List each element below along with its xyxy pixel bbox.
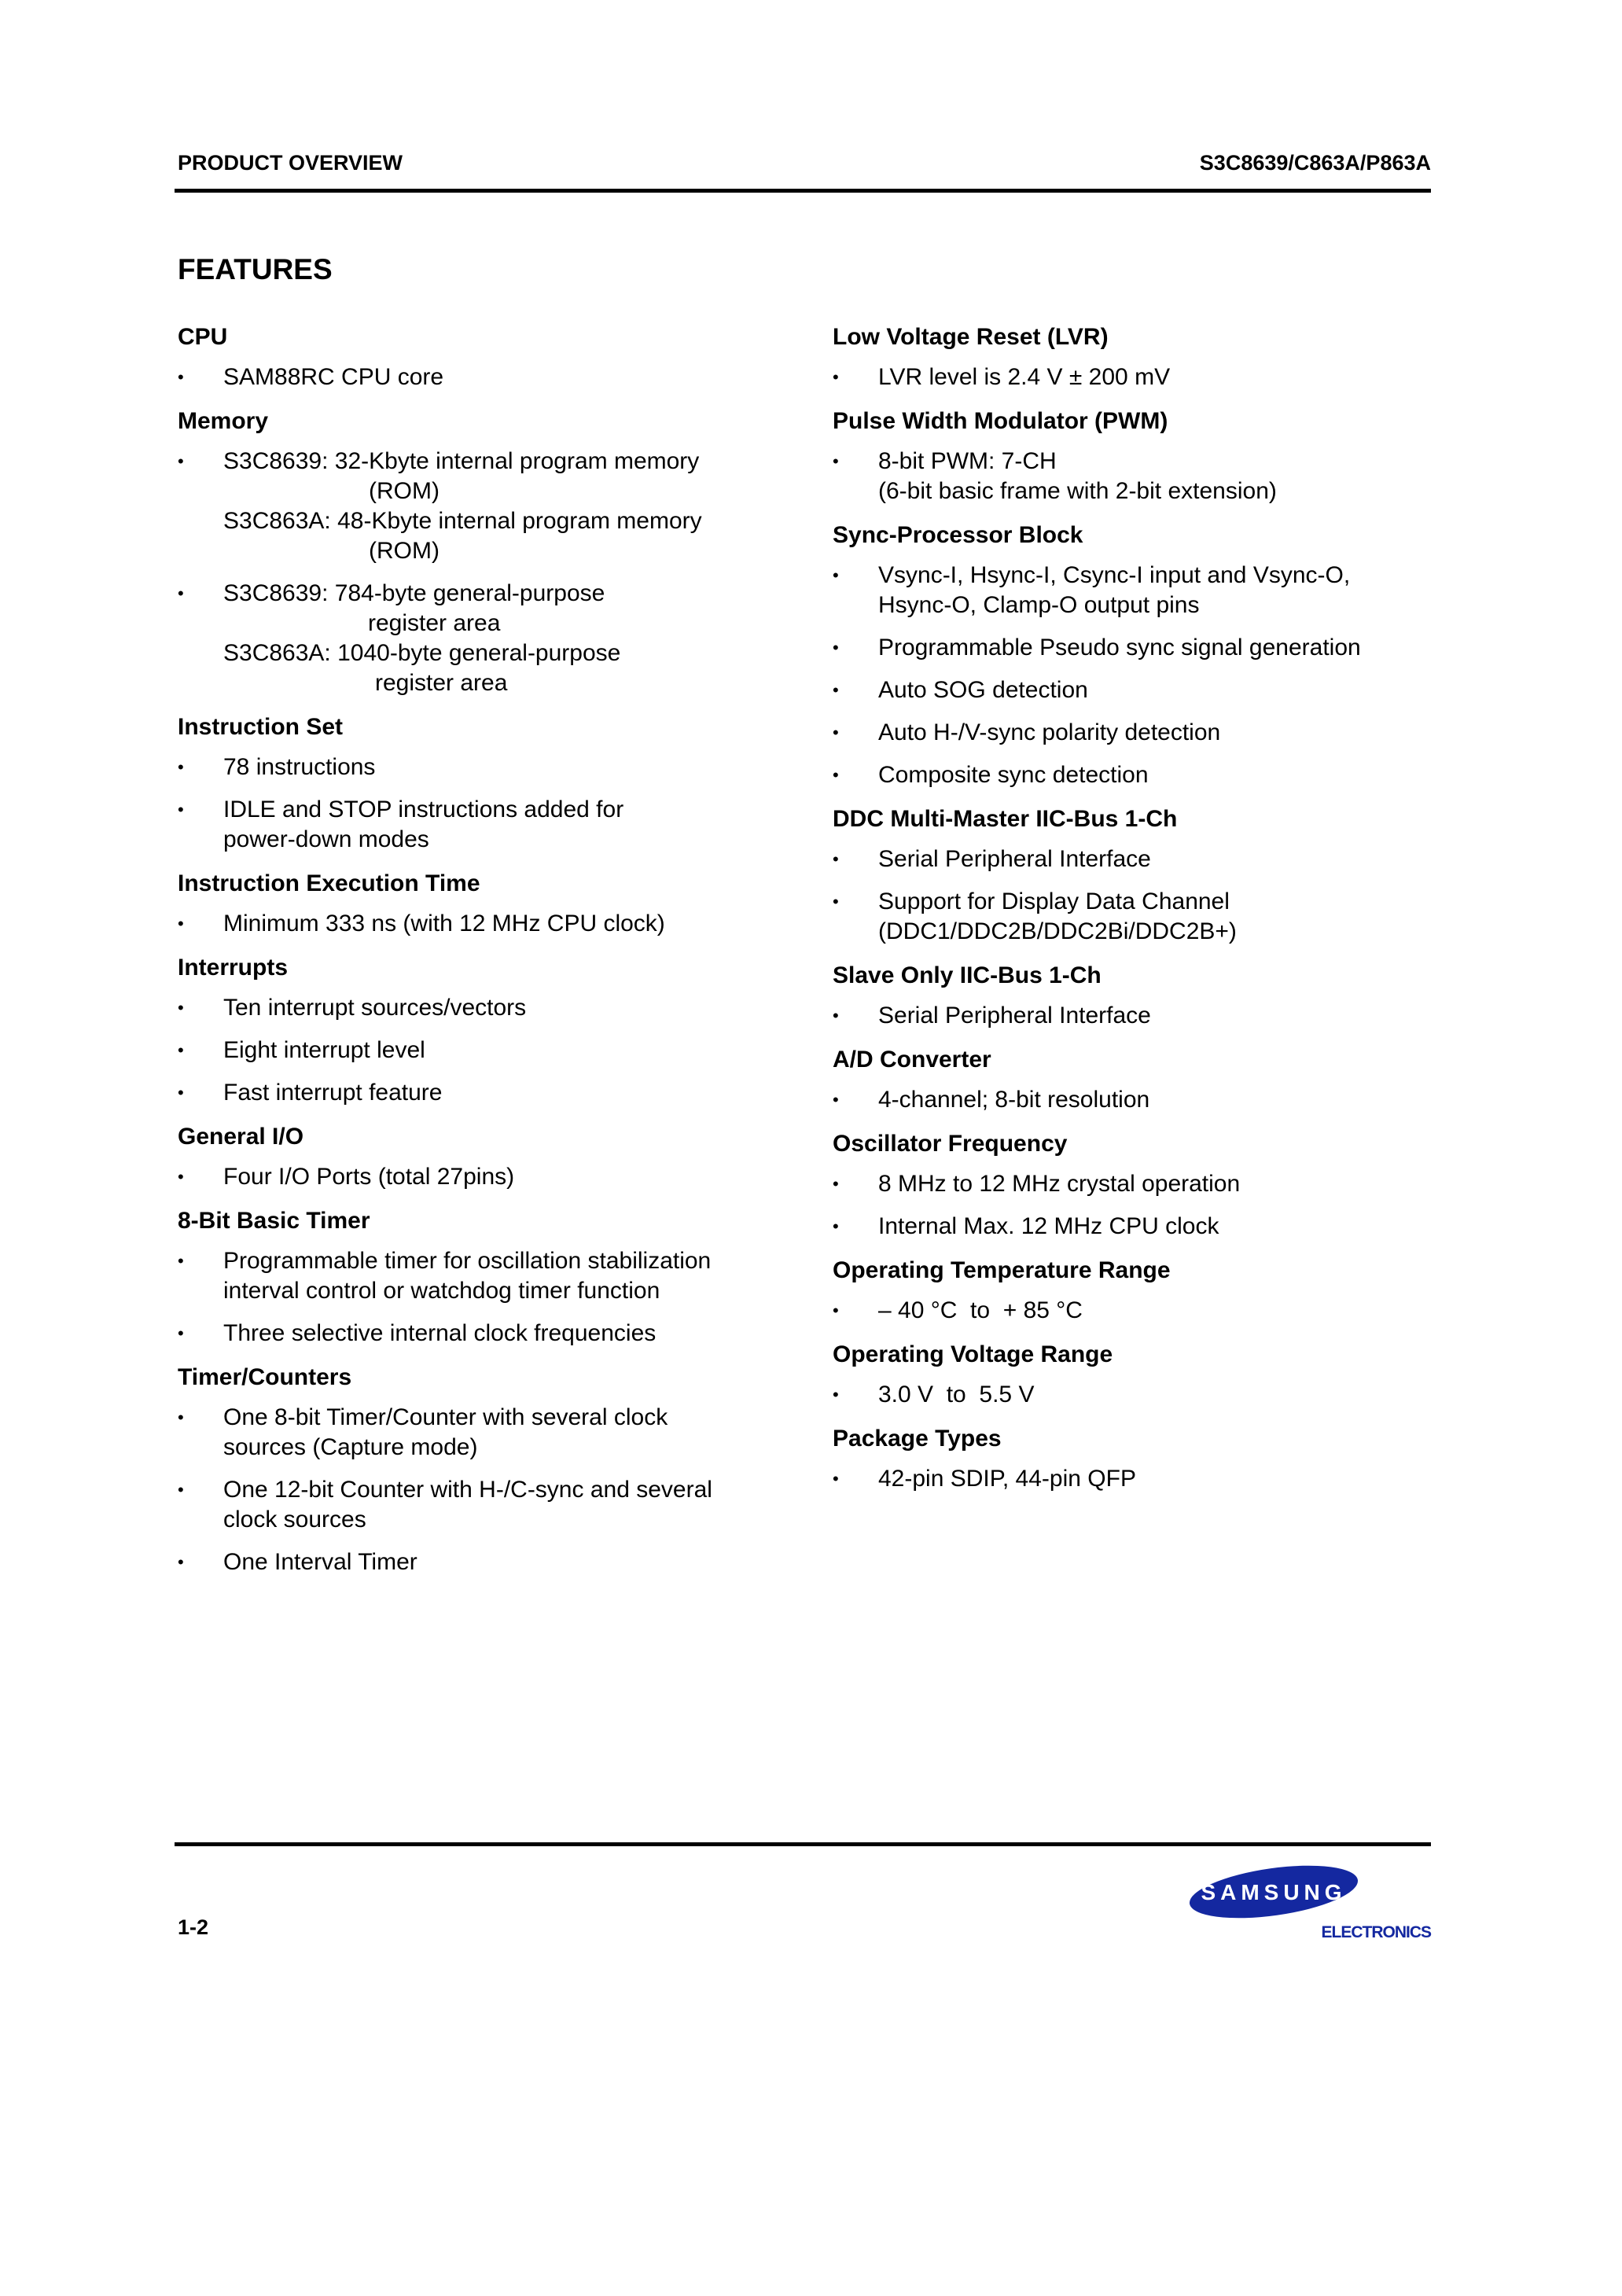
list-item xyxy=(833,1464,1430,1494)
list-item xyxy=(833,1212,1430,1242)
list-item xyxy=(178,1078,775,1108)
item-text-line: Auto H-/V-sync polarity detection xyxy=(878,719,1221,745)
list-item xyxy=(833,1085,1430,1115)
list-item xyxy=(178,1475,775,1535)
bullet-icon: • xyxy=(178,451,184,471)
section-heading: Oscillator Frequency xyxy=(833,1131,1068,1157)
section-sync-processor-block xyxy=(833,521,1430,790)
list-item xyxy=(833,633,1430,663)
item-text-line: 4-channel; 8-bit resolution xyxy=(878,1087,1150,1113)
item-text-line: Programmable Pseudo sync signal generation xyxy=(878,635,1361,660)
list-item xyxy=(178,909,775,939)
section-memory xyxy=(178,407,775,698)
logo-subtitle-text: ELECTRONICS xyxy=(1321,1923,1431,1941)
header-section-title: PRODUCT OVERVIEW xyxy=(178,151,403,175)
bullet-icon: • xyxy=(178,583,184,603)
right-feature-column xyxy=(833,322,1430,1508)
item-text-line: 8 MHz to 12 MHz crystal operation xyxy=(878,1171,1241,1197)
section-timer-counters xyxy=(178,1363,775,1577)
bullet-icon: • xyxy=(833,892,839,911)
item-text-line: 3.0 V to 5.5 V xyxy=(878,1382,1035,1407)
section-instruction-execution-time xyxy=(178,869,775,939)
item-text-line: SAM88RC CPU core xyxy=(223,364,444,390)
section-heading: Operating Voltage Range xyxy=(833,1341,1113,1367)
list-item xyxy=(833,1296,1430,1326)
bullet-icon: • xyxy=(833,1216,839,1236)
list-item xyxy=(833,844,1430,874)
list-item xyxy=(833,675,1430,705)
section-heading: Sync-Processor Block xyxy=(833,522,1083,548)
item-text-line: Serial Peripheral Interface xyxy=(878,1003,1151,1028)
item-text-line: 8-bit PWM: 7-CH xyxy=(878,448,1057,474)
bullet-icon: • xyxy=(178,1083,184,1102)
bullet-icon: • xyxy=(833,367,839,387)
item-text-line: One 12-bit Counter with H-/C-sync and several xyxy=(223,1477,712,1503)
item-text-line: interval control or watchdog timer function xyxy=(223,1278,660,1304)
item-text-line: Composite sync detection xyxy=(878,762,1149,788)
bullet-icon: • xyxy=(833,723,839,742)
section-cpu xyxy=(178,322,775,392)
item-text-line: register area xyxy=(368,610,501,636)
item-text-line: (ROM) xyxy=(369,538,440,564)
list-item xyxy=(833,447,1430,506)
bullet-icon: • xyxy=(833,849,839,869)
section-heading: General I/O xyxy=(178,1124,304,1150)
section-general-i-o xyxy=(178,1122,775,1192)
item-text-line: 42-pin SDIP, 44-pin QFP xyxy=(878,1466,1136,1492)
bullet-icon: • xyxy=(178,1251,184,1271)
item-text-line: S3C8639: 32-Kbyte internal program memory xyxy=(223,448,700,474)
item-text-line: (DDC1/DDC2B/DDC2Bi/DDC2B+) xyxy=(878,918,1237,944)
header-rule xyxy=(175,189,1431,193)
list-item xyxy=(833,561,1430,620)
section-heading: Slave Only IIC-Bus 1-Ch xyxy=(833,962,1102,988)
section-heading: Low Voltage Reset (LVR) xyxy=(833,324,1109,350)
list-item xyxy=(178,993,775,1023)
item-text-line: register area xyxy=(375,670,508,696)
bullet-icon: • xyxy=(178,1040,184,1060)
samsung-electronics-logo xyxy=(1189,1862,1433,1941)
bullet-icon: • xyxy=(833,680,839,700)
section-interrupts xyxy=(178,953,775,1108)
section-package-types xyxy=(833,1424,1430,1494)
item-text-line: Minimum 333 ns (with 12 MHz CPU clock) xyxy=(223,911,665,936)
section-heading: Instruction Set xyxy=(178,714,344,740)
list-item xyxy=(833,1001,1430,1031)
section-oscillator-frequency xyxy=(833,1129,1430,1242)
list-item xyxy=(833,718,1430,748)
item-text-line: Internal Max. 12 MHz CPU clock xyxy=(878,1213,1219,1239)
item-text-line: Programmable timer for oscillation stabilization xyxy=(223,1248,712,1274)
bullet-icon: • xyxy=(178,998,184,1017)
section-low-voltage-reset-lvr xyxy=(833,322,1430,392)
section-heading: Operating Temperature Range xyxy=(833,1257,1171,1283)
item-text-line: Ten interrupt sources/vectors xyxy=(223,995,527,1021)
list-item xyxy=(178,752,775,782)
bullet-icon: • xyxy=(178,1167,184,1187)
list-item xyxy=(178,1319,775,1349)
bullet-icon: • xyxy=(178,1323,184,1343)
list-item xyxy=(178,1036,775,1065)
section-heading: Instruction Execution Time xyxy=(178,870,480,896)
section-slave-only-iic-bus-1-ch xyxy=(833,961,1430,1031)
item-text-line: (6-bit basic frame with 2-bit extension) xyxy=(878,478,1277,504)
section-ddc-multi-master-iic-bus-1-ch xyxy=(833,804,1430,947)
list-item xyxy=(178,1246,775,1306)
item-text-line: Three selective internal clock frequencies xyxy=(223,1320,657,1346)
item-text-line: clock sources xyxy=(223,1507,366,1533)
list-item xyxy=(833,1380,1430,1410)
item-text-line: Hsync-O, Clamp-O output pins xyxy=(878,592,1200,618)
bullet-icon: • xyxy=(178,1480,184,1499)
section-heading: 8-Bit Basic Timer xyxy=(178,1208,370,1234)
footer-rule xyxy=(175,1842,1431,1846)
bullet-icon: • xyxy=(833,565,839,585)
list-item xyxy=(833,887,1430,947)
list-item xyxy=(178,1403,775,1463)
bullet-icon: • xyxy=(833,1301,839,1320)
section-heading: Interrupts xyxy=(178,955,289,981)
header-part-number: S3C8639/C863A/P863A xyxy=(1199,151,1431,175)
section-heading: Timer/Counters xyxy=(178,1364,352,1390)
list-item xyxy=(178,362,775,392)
bullet-icon: • xyxy=(178,1552,184,1572)
item-text-line: Eight interrupt level xyxy=(223,1037,425,1063)
list-item xyxy=(178,1162,775,1192)
list-item xyxy=(178,447,775,566)
item-text-line: Vsync-I, Hsync-I, Csync-I input and Vsync-O, xyxy=(878,562,1351,588)
page-number: 1-2 xyxy=(178,1915,209,1939)
item-text-line: sources (Capture mode) xyxy=(223,1434,478,1460)
section-heading: Pulse Width Modulator (PWM) xyxy=(833,408,1168,434)
section-heading: CPU xyxy=(178,324,228,350)
bullet-icon: • xyxy=(833,1174,839,1194)
section-heading: A/D Converter xyxy=(833,1047,991,1073)
bullet-icon: • xyxy=(833,1469,839,1488)
bullet-icon: • xyxy=(178,757,184,777)
bullet-icon: • xyxy=(178,800,184,819)
bullet-icon: • xyxy=(833,1006,839,1025)
item-text-line: – 40 °C to + 85 °C xyxy=(878,1297,1083,1323)
list-item xyxy=(178,1547,775,1577)
section-heading: DDC Multi-Master IIC-Bus 1-Ch xyxy=(833,806,1178,832)
item-text-line: IDLE and STOP instructions added for xyxy=(223,797,624,822)
left-feature-column xyxy=(178,322,775,1591)
item-text-line: (ROM) xyxy=(369,478,440,504)
list-item xyxy=(178,795,775,855)
bullet-icon: • xyxy=(178,914,184,933)
item-text-line: S3C8639: 784-byte general-purpose xyxy=(223,580,605,606)
item-text-line: One Interval Timer xyxy=(223,1549,417,1575)
list-item xyxy=(833,760,1430,790)
item-text-line: power-down modes xyxy=(223,826,429,852)
section-8-bit-basic-timer xyxy=(178,1206,775,1349)
list-item xyxy=(178,579,775,698)
section-operating-voltage-range xyxy=(833,1340,1430,1410)
section-pulse-width-modulator-pwm xyxy=(833,407,1430,506)
item-text-line: Four I/O Ports (total 27pins) xyxy=(223,1164,515,1190)
section-heading: Memory xyxy=(178,408,269,434)
bullet-icon: • xyxy=(833,1090,839,1109)
section-heading: Package Types xyxy=(833,1426,1002,1452)
section-instruction-set xyxy=(178,712,775,855)
section-operating-temperature-range xyxy=(833,1256,1430,1326)
bullet-icon: • xyxy=(178,367,184,387)
list-item xyxy=(833,1169,1430,1199)
item-text-line: Auto SOG detection xyxy=(878,677,1088,703)
bullet-icon: • xyxy=(833,638,839,657)
bullet-icon: • xyxy=(178,1407,184,1427)
page-title: FEATURES xyxy=(178,253,333,285)
item-text-line: 78 instructions xyxy=(223,754,376,780)
item-text-line: S3C863A: 1040-byte general-purpose xyxy=(223,640,621,666)
item-text-line: Serial Peripheral Interface xyxy=(878,846,1151,872)
bullet-icon: • xyxy=(833,1385,839,1404)
item-text-line: S3C863A: 48-Kbyte internal program memory xyxy=(223,508,702,534)
item-text-line: LVR level is 2.4 V ± 200 mV xyxy=(878,364,1171,390)
item-text-line: Support for Display Data Channel xyxy=(878,889,1230,914)
list-item xyxy=(833,362,1430,392)
section-a-d-converter xyxy=(833,1045,1430,1115)
bullet-icon: • xyxy=(833,451,839,471)
bullet-icon: • xyxy=(833,765,839,785)
item-text-line: One 8-bit Timer/Counter with several clock xyxy=(223,1404,668,1430)
logo-brand-text: SAMSUNG xyxy=(1201,1880,1347,1904)
item-text-line: Fast interrupt feature xyxy=(223,1080,443,1106)
